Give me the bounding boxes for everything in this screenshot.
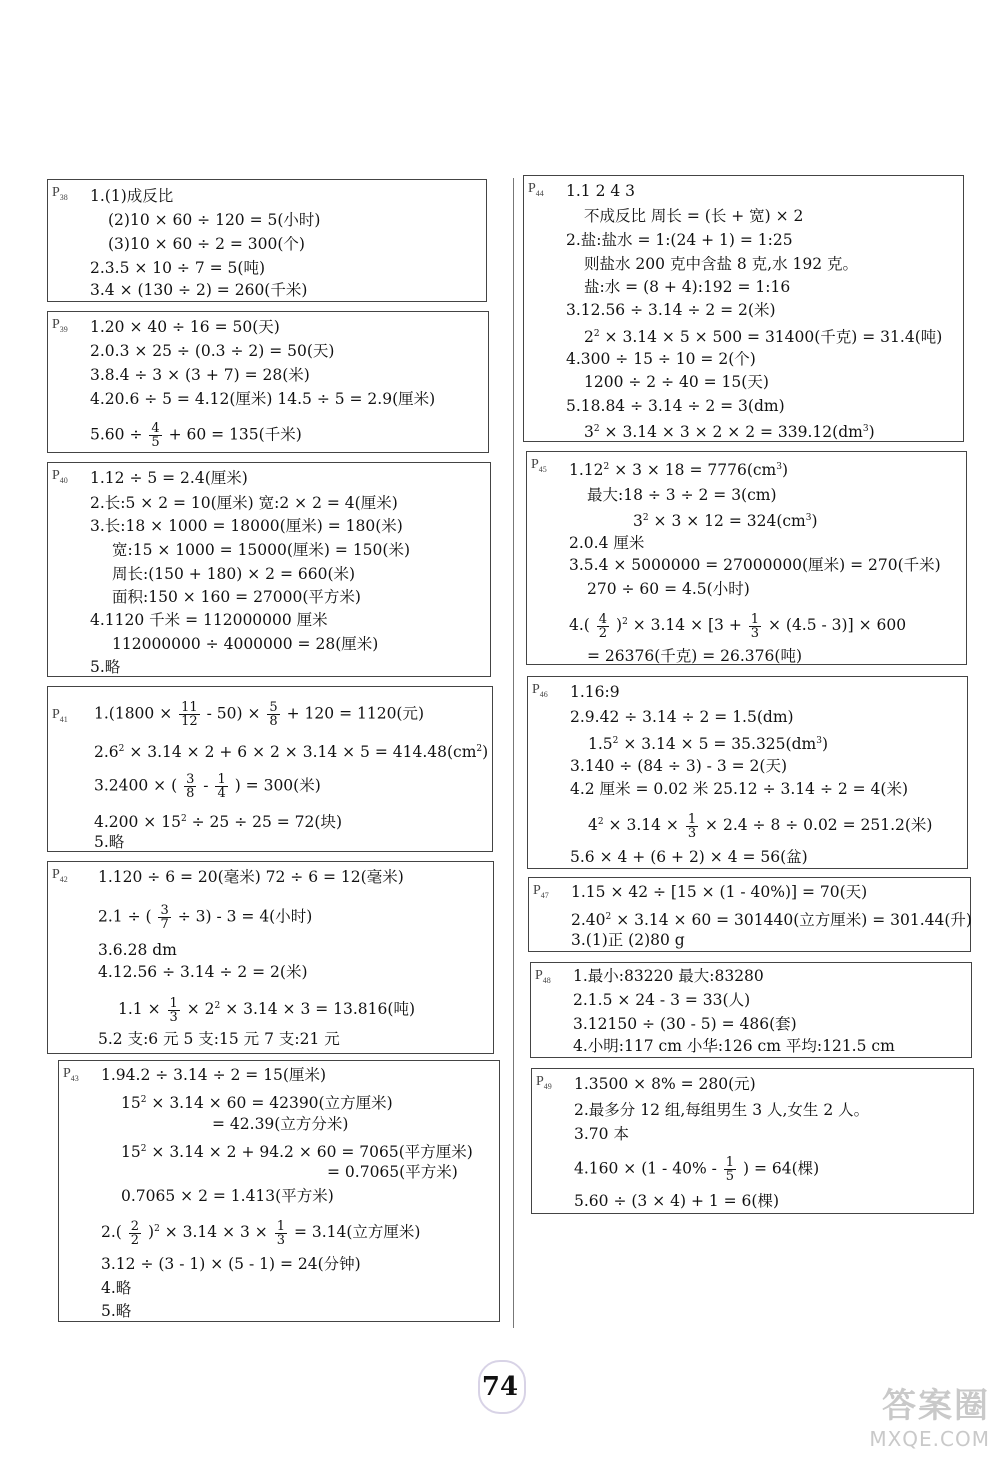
- answer-line: 不成反比 周长 = (长 + 宽) × 2: [584, 207, 804, 225]
- answer-line: 5.60 ÷ (3 × 4) + 1 = 6(棵): [574, 1192, 780, 1210]
- answer-line: 1.94.2 ÷ 3.14 ÷ 2 = 15(厘米): [101, 1066, 327, 1084]
- answer-line: = 42.39(立方分米): [212, 1115, 349, 1133]
- answer-line: 4.20.6 ÷ 5 = 4.12(厘米) 14.5 ÷ 5 = 2.9(厘米): [90, 390, 436, 408]
- answer-line: 1.(1800 × $\frac{11}{12}$ - 50) × $\frac{5}{8}$ + 120 = 1120(元): [94, 700, 425, 729]
- page-label: $P_{40}$: [52, 468, 68, 485]
- fraction: $\frac{1}{3}$: [169, 995, 178, 1025]
- answer-line: = 0.7065(平方米): [327, 1163, 458, 1181]
- fraction: $\frac{4}{5}$: [151, 421, 160, 450]
- answer-line: 4.2 厘米 = 0.02 米 25.12 ÷ 3.14 ÷ 2 = 4(米): [570, 780, 909, 798]
- page-label: $P_{43}$: [63, 1066, 79, 1083]
- answer-line: $3^2 \times 3 \times 12 = 324(cm^3)$: [633, 512, 818, 531]
- answer-line: 1.120 ÷ 6 = 20(毫米) 72 ÷ 6 = 12(毫米): [98, 868, 404, 886]
- fraction: $\frac{2}{2}$: [130, 1218, 140, 1248]
- section-p47: [528, 877, 971, 952]
- answer-line: 0.7065 × 2 = 1.413(平方米): [121, 1187, 334, 1205]
- answer-line: 2.3.5 × 10 ÷ 7 = 5(吨): [90, 259, 266, 277]
- answer-line: 3.12150 ÷ (30 - 5) = 486(套): [573, 1015, 797, 1033]
- fraction: $\frac{11}{12}$: [181, 700, 198, 729]
- answer-line: 5.6 × 4 + (6 + 2) × 4 = 56(盆): [570, 848, 808, 866]
- answer-line: 1.3500 × 8% = 280(元): [574, 1075, 756, 1093]
- section-p46: [527, 676, 968, 869]
- page-label: $P_{41}$: [52, 707, 68, 724]
- answer-line: 1.20 × 40 ÷ 16 = 50(天): [90, 318, 280, 336]
- answer-line: 则盐水 200 克中含盐 8 克,水 192 克。: [584, 255, 859, 273]
- answer-line: (2)10 × 60 ÷ 120 = 5(小时): [108, 211, 321, 229]
- section-p42: [47, 861, 494, 1054]
- answer-line: $15^2 \times 3.14 \times 60 = 42390$(立方厘米): [121, 1094, 393, 1113]
- answer-line: 3.12 ÷ (3 - 1) × (5 - 1) = 24(分钟): [101, 1255, 361, 1273]
- answer-line: 270 ÷ 60 = 4.5(小时): [587, 580, 750, 598]
- answer-line: 2.1.5 × 24 - 3 = 33(人): [573, 991, 751, 1009]
- section-p41: [47, 686, 493, 852]
- page-label: $P_{45}$: [531, 457, 547, 474]
- watermark-url: MXQE.COM: [869, 1427, 990, 1451]
- fraction: $\frac{5}{8}$: [269, 700, 278, 729]
- answer-line: 2.( $\frac{2}{2}$ )$^2$ × 3.14 × 3 × $\frac{1}{3}$ = 3.14(立方厘米): [101, 1218, 421, 1248]
- answer-line: 3.2400 × ( $\frac{3}{8}$ - $\frac{1}{4}$ ) = 300(米): [94, 772, 321, 801]
- answer-line: 1.1 2 4 3: [566, 182, 636, 200]
- fraction: $\frac{1}{3}$: [687, 811, 697, 841]
- answer-line: 2.40$^2$ × 3.14 × 60 = 301440(立方厘米) = 301.44(升): [571, 911, 972, 930]
- answer-line: (3)10 × 60 ÷ 2 = 300(个): [108, 235, 305, 253]
- fraction: $\frac{1}{3}$: [276, 1218, 285, 1248]
- answer-line: 5.60 ÷ $\frac{4}{5}$ + 60 = 135(千米): [90, 421, 302, 450]
- answer-line: 2.0.4 厘米: [569, 534, 645, 552]
- watermark: [869, 1378, 990, 1451]
- page-label: $P_{42}$: [52, 867, 68, 884]
- page-label: $P_{44}$: [528, 181, 544, 198]
- answer-line: 3.6.28 dm: [98, 941, 177, 959]
- answer-line: 4.160 × (1 - 40% - $\frac{1}{5}$ ) = 64(棵): [574, 1155, 820, 1184]
- answer-line: 4.300 ÷ 15 ÷ 10 = 2(个): [566, 350, 756, 368]
- answer-line: 宽:15 × 1000 = 15000(厘米) = 150(米): [112, 541, 410, 559]
- answer-line: $4.200 \times 15^2 \div 25 \div 25 = 72$(块): [94, 813, 342, 832]
- answer-line: $1.5^2 \times 3.14 \times 5 = 35.325(dm^3)$: [588, 735, 828, 754]
- answer-line: 最大:18 ÷ 3 ÷ 2 = 3(cm): [587, 486, 777, 504]
- answer-line: 4.( $\frac{4}{2}$ )$^2$ × 3.14 × [3 + $\frac{1}{3}$ × (4.5 - 3)] × 600: [569, 611, 907, 641]
- page-label: $P_{49}$: [536, 1074, 552, 1091]
- answer-line: 4.略: [101, 1279, 132, 1297]
- answer-line: 1.12 ÷ 5 = 2.4(厘米): [90, 469, 248, 487]
- answer-line: 1200 ÷ 2 ÷ 40 = 15(天): [584, 373, 769, 391]
- answer-line: 2.1 ÷ ( $\frac{3}{7}$ ÷ 3) - 3 = 4(小时): [98, 903, 313, 932]
- answer-line: $1.12^2 \times 3 \times 18 = 7776(cm^3)$: [569, 461, 789, 480]
- fraction: $\frac{4}{2}$: [598, 611, 608, 641]
- answer-line: 3.140 ÷ (84 ÷ 3) - 3 = 2(天): [570, 757, 787, 775]
- answer-line: 3.70 本: [574, 1125, 629, 1143]
- fraction: $\frac{1}{5}$: [725, 1155, 735, 1184]
- section-p49: [531, 1068, 974, 1214]
- page-label: $P_{47}$: [533, 883, 549, 900]
- answer-line: 1.(1)成反比: [90, 187, 174, 205]
- answer-line: $2^2 \times 3.14 \times 5 \times 500 = 31400$(千克) = 31.4(吨): [584, 328, 943, 347]
- answer-line: 5.略: [101, 1302, 132, 1320]
- watermark-logo-text: 答案圈: [882, 1386, 990, 1426]
- answer-line: 2.0.3 × 25 ÷ (0.3 ÷ 2) = 50(天): [90, 342, 335, 360]
- answer-line: 4.1120 千米 = 112000000 厘米: [90, 611, 328, 629]
- section-p44: [523, 175, 964, 442]
- fraction: $\frac{3}{7}$: [160, 903, 169, 932]
- answer-line: 3.8.4 ÷ 3 × (3 + 7) = 28(米): [90, 366, 310, 384]
- answer-line: = 26376(千克) = 26.376(吨): [587, 647, 802, 665]
- answer-line: 4.12.56 ÷ 3.14 ÷ 2 = 2(米): [98, 963, 308, 981]
- fraction: $\frac{3}{8}$: [186, 772, 195, 801]
- answer-line: $3^2 \times 3.14 \times 3 \times 2 \times 2 = 339.12(dm^3)$: [584, 423, 875, 442]
- section-p43: [58, 1060, 500, 1322]
- answer-line: 面积:150 × 160 = 27000(平方米): [112, 588, 361, 606]
- answer-line: 112000000 ÷ 4000000 = 28(厘米): [112, 635, 379, 653]
- answer-line: 5.略: [94, 833, 125, 851]
- answer-line: 3.12.56 ÷ 3.14 ÷ 2 = 2(米): [566, 301, 776, 319]
- answer-line: 2.盐:盐水 = 1:(24 + 1) = 1:25: [566, 231, 793, 249]
- answer-line: 5.略: [90, 658, 121, 676]
- section-p40: [47, 462, 491, 677]
- answer-line: 1.最小:83220 最大:83280: [573, 967, 764, 985]
- answer-line: 周长:(150 + 180) × 2 = 660(米): [112, 565, 356, 583]
- answer-line: 3.5.4 × 5000000 = 27000000(厘米) = 270(千米): [569, 556, 941, 574]
- answer-line: 2.最多分 12 组,每组男生 3 人,女生 2 人。: [574, 1101, 870, 1119]
- page-label: $P_{46}$: [532, 682, 548, 699]
- answer-line: 3.(1)正 (2)80 g: [571, 931, 685, 949]
- answer-line: 1.15 × 42 ÷ [15 × (1 - 40%)] = 70(天): [571, 883, 868, 901]
- page-label: $P_{48}$: [535, 968, 551, 985]
- answer-line: 2.长:5 × 2 = 10(厘米) 宽:2 × 2 = 4(厘米): [90, 494, 398, 512]
- answer-line: 5.18.84 ÷ 3.14 ÷ 2 = 3(dm): [566, 397, 785, 415]
- answer-line: 1.1 × $\frac{1}{3}$ × $2^2 \times 3.14 \times 3 = 13.816$(吨): [118, 995, 415, 1025]
- answer-line: 3.长:18 × 1000 = 18000(厘米) = 180(米): [90, 517, 403, 535]
- answer-line: $2.6^2 \times 3.14 \times 2 + 6 \times 2 \times 3.14 \times 5 = 414.48(cm^2)$: [94, 743, 489, 762]
- answer-line: $15^2 \times 3.14 \times 2 + 94.2 \times 60 = 7065$(平方厘米): [121, 1143, 473, 1162]
- section-p39: [47, 311, 489, 453]
- page-label: $P_{39}$: [52, 317, 68, 334]
- answer-line: 3.4 × (130 ÷ 2) = 260(千米): [90, 281, 308, 299]
- fraction: $\frac{1}{4}$: [217, 772, 226, 801]
- answer-line: 5.2 支:6 元 5 支:15 元 7 支:21 元: [98, 1030, 340, 1048]
- answer-line: $4^2 \times 3.14$ × $\frac{1}{3}$ × 2.4 ÷ 8 ÷ 0.02 = 251.2(米): [588, 811, 933, 841]
- answer-line: 2.9.42 ÷ 3.14 ÷ 2 = 1.5(dm): [570, 708, 794, 726]
- page-number: 74: [481, 1372, 519, 1402]
- answer-line: 1.16:9: [570, 683, 620, 701]
- section-p48: [530, 962, 972, 1058]
- fraction: $\frac{1}{3}$: [750, 611, 760, 641]
- page-label: $P_{38}$: [52, 185, 68, 202]
- answer-line: 盐:水 = (8 + 4):192 = 1:16: [584, 278, 791, 296]
- section-p38: [47, 179, 487, 302]
- column-divider: [513, 178, 514, 1328]
- answer-line: 4.小明:117 cm 小华:126 cm 平均:121.5 cm: [573, 1037, 895, 1055]
- section-p45: [526, 451, 967, 665]
